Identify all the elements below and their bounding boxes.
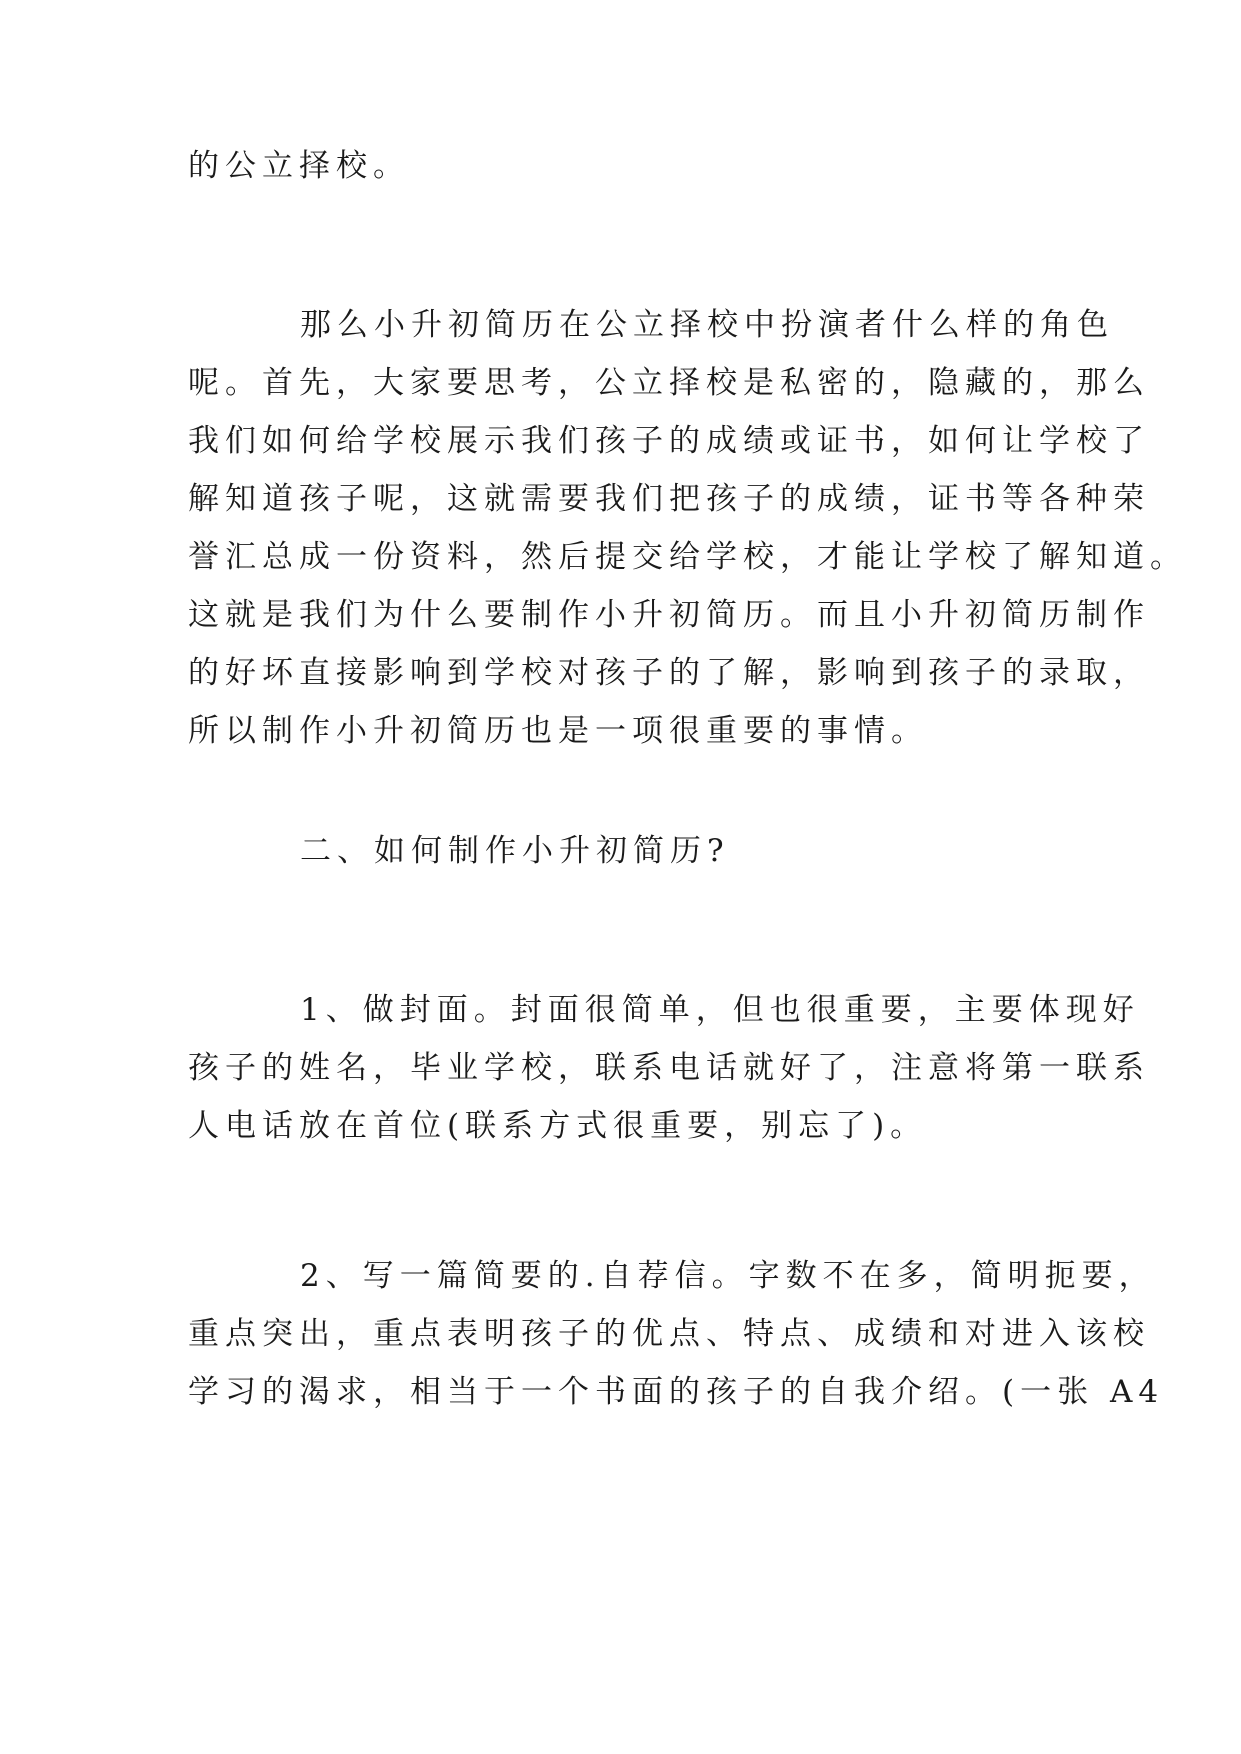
text-line: 人电话放在首位(联系方式很重要，别忘了)。 (188, 1108, 928, 1144)
text-line: 这就是我们为什么要制作小升初简历。而且小升初简历制作 (188, 597, 1150, 633)
text-line: 的好坏直接影响到学校对孩子的了解，影响到孩子的录取， (188, 655, 1150, 691)
text-line: 孩子的姓名，毕业学校，联系电话就好了，注意将第一联系 (188, 1050, 1150, 1086)
text-line: 誉汇总成一份资料，然后提交给学校，才能让学校了解知道。 (188, 539, 1187, 575)
text-line: 呢。首先，大家要思考，公立择校是私密的，隐藏的，那么 (188, 365, 1150, 401)
paragraph-step-letter (188, 1247, 1165, 1421)
text-line: 所以制作小升初简历也是一项很重要的事情。 (188, 713, 928, 749)
text-line: 的公立择校。 (188, 148, 410, 184)
text-line: 我们如何给学校展示我们孩子的成绩或证书，如何让学校了 (188, 423, 1150, 459)
section-heading (188, 822, 1068, 880)
paragraph-role-of-resume (188, 296, 1187, 760)
text-line: 学习的渴求，相当于一个书面的孩子的自我介绍。(一张 A4 (188, 1374, 1165, 1410)
heading-line: 二、如何制作小升初简历? (300, 833, 730, 869)
text-line: 解知道孩子呢，这就需要我们把孩子的成绩，证书等各种荣 (188, 481, 1150, 517)
text-line: 重点突出，重点表明孩子的优点、特点、成绩和对进入该校 (188, 1316, 1150, 1352)
paragraph-continuation (188, 137, 1068, 195)
text-line: 那么小升初简历在公立择校中扮演者什么样的角色 (300, 307, 1114, 343)
text-line: 1、做封面。封面很简单，但也很重要，主要体现好 (300, 992, 1140, 1028)
paragraph-step-cover (188, 981, 1150, 1155)
text-line: 2、写一篇简要的.自荐信。字数不在多，简明扼要， (300, 1258, 1156, 1294)
